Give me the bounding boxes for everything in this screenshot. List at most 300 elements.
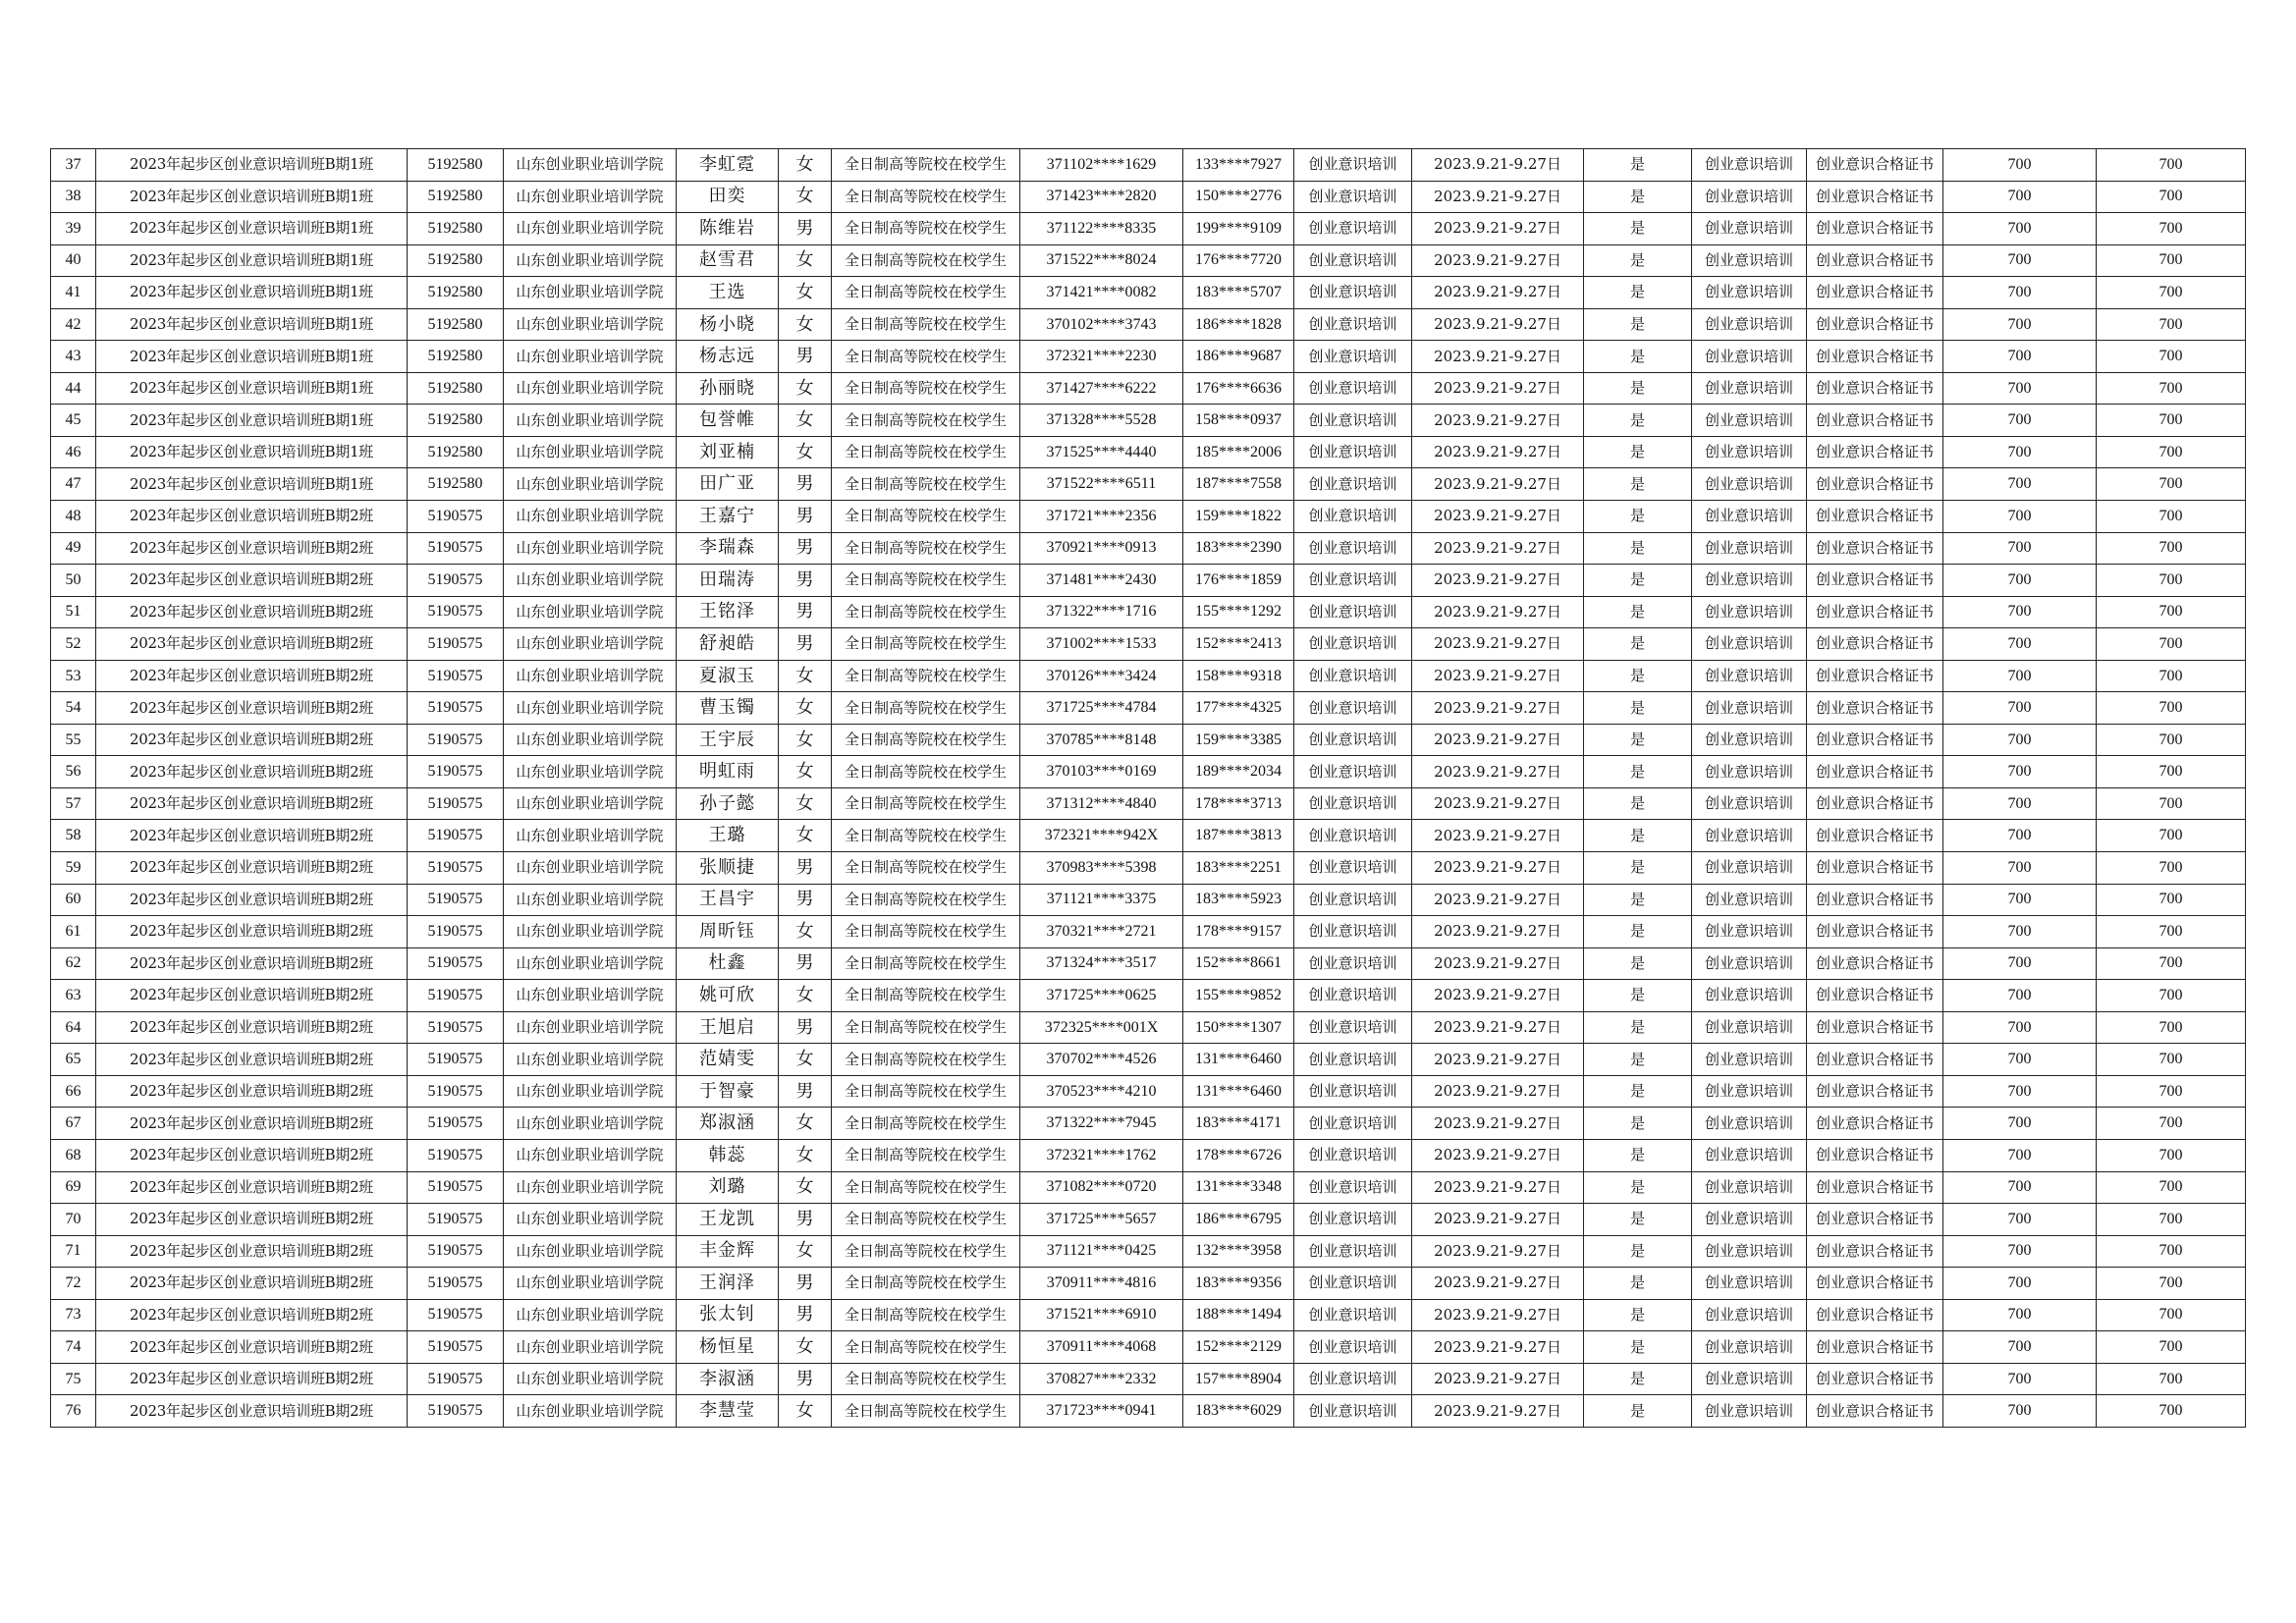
phone-cell: 152****2413: [1183, 628, 1294, 661]
training-dates-cell: 2023.9.21-9.27日: [1412, 1363, 1584, 1395]
completed-cell: 是: [1584, 884, 1692, 916]
subsidy-amount-cell: 700: [2097, 1395, 2246, 1428]
training-type-cell: 创业意识培训: [1294, 532, 1412, 565]
completed-cell: 是: [1584, 341, 1692, 373]
category-cell: 全日制高等院校在校学生: [832, 1139, 1020, 1171]
subsidy-amount-cell: 700: [2097, 372, 2246, 405]
phone-cell: 177****4325: [1183, 692, 1294, 725]
subsidy-standard-cell: 700: [1943, 436, 2097, 468]
row-number: 51: [51, 596, 96, 628]
id-number-cell: 371721****2356: [1020, 501, 1183, 533]
table-row: [51, 1075, 2246, 1108]
subsidy-amount-cell: 700: [2097, 532, 2246, 565]
subsidy-standard-cell: 700: [1943, 1108, 2097, 1140]
phone-cell: 155****1292: [1183, 596, 1294, 628]
subject-cell: 创业意识培训: [1692, 1011, 1807, 1044]
school-cell: 山东创业职业培训学院: [504, 1331, 677, 1364]
training-dates-cell: 2023.9.21-9.27日: [1412, 405, 1584, 437]
training-type-cell: 创业意识培训: [1294, 1299, 1412, 1331]
training-type-cell: 创业意识培训: [1294, 1044, 1412, 1076]
table-row: [51, 1044, 2246, 1076]
phone-cell: 158****0937: [1183, 405, 1294, 437]
training-dates-cell: 2023.9.21-9.27日: [1412, 1204, 1584, 1236]
subject-cell: 创业意识培训: [1692, 1171, 1807, 1204]
subject-cell: 创业意识培训: [1692, 1139, 1807, 1171]
row-number: 46: [51, 436, 96, 468]
training-type-cell: 创业意识培训: [1294, 724, 1412, 756]
category-cell: 全日制高等院校在校学生: [832, 1011, 1020, 1044]
subsidy-standard-cell: 700: [1943, 1171, 2097, 1204]
training-type-cell: 创业意识培训: [1294, 405, 1412, 437]
training-type-cell: 创业意识培训: [1294, 1204, 1412, 1236]
training-type-cell: 创业意识培训: [1294, 1268, 1412, 1300]
category-cell: 全日制高等院校在校学生: [832, 213, 1020, 245]
subsidy-amount-cell: 700: [2097, 1139, 2246, 1171]
training-dates-cell: 2023.9.21-9.27日: [1412, 692, 1584, 725]
id-number-cell: 371121****0425: [1020, 1235, 1183, 1268]
certificate-cell: 创业意识合格证书: [1807, 1204, 1943, 1236]
certificate-cell: 创业意识合格证书: [1807, 1044, 1943, 1076]
training-type-cell: 创业意识培训: [1294, 1171, 1412, 1204]
school-cell: 山东创业职业培训学院: [504, 724, 677, 756]
category-cell: 全日制高等院校在校学生: [832, 372, 1020, 405]
class-name-cell: 2023年起步区创业意识培训班B期2班: [96, 980, 408, 1012]
training-roster-table: [50, 148, 2246, 1428]
row-number: 48: [51, 501, 96, 533]
class-code-cell: 5192580: [408, 436, 504, 468]
class-code-cell: 5192580: [408, 244, 504, 277]
gender-cell: 女: [779, 181, 832, 213]
certificate-cell: 创业意识合格证书: [1807, 628, 1943, 661]
student-name-cell: 王嘉宁: [677, 501, 779, 533]
id-number-cell: 370523****4210: [1020, 1075, 1183, 1108]
id-number-cell: 370126****3424: [1020, 660, 1183, 692]
subsidy-amount-cell: 700: [2097, 1235, 2246, 1268]
class-name-cell: 2023年起步区创业意识培训班B期2班: [96, 756, 408, 788]
category-cell: 全日制高等院校在校学生: [832, 308, 1020, 341]
school-cell: 山东创业职业培训学院: [504, 149, 677, 182]
id-number-cell: 371725****0625: [1020, 980, 1183, 1012]
training-dates-cell: 2023.9.21-9.27日: [1412, 1235, 1584, 1268]
class-name-cell: 2023年起步区创业意识培训班B期2班: [96, 947, 408, 980]
training-dates-cell: 2023.9.21-9.27日: [1412, 308, 1584, 341]
class-code-cell: 5192580: [408, 277, 504, 309]
student-name-cell: 李瑞森: [677, 532, 779, 565]
category-cell: 全日制高等院校在校学生: [832, 149, 1020, 182]
class-name-cell: 2023年起步区创业意识培训班B期2班: [96, 532, 408, 565]
id-number-cell: 371723****0941: [1020, 1395, 1183, 1428]
school-cell: 山东创业职业培训学院: [504, 916, 677, 948]
subsidy-standard-cell: 700: [1943, 213, 2097, 245]
class-code-cell: 5192580: [408, 468, 504, 501]
subsidy-amount-cell: 700: [2097, 468, 2246, 501]
subsidy-amount-cell: 700: [2097, 308, 2246, 341]
gender-cell: 男: [779, 468, 832, 501]
subsidy-amount-cell: 700: [2097, 980, 2246, 1012]
row-number: 64: [51, 1011, 96, 1044]
student-name-cell: 王昌宇: [677, 884, 779, 916]
id-number-cell: 371525****4440: [1020, 436, 1183, 468]
training-type-cell: 创业意识培训: [1294, 947, 1412, 980]
class-code-cell: 5190575: [408, 724, 504, 756]
phone-cell: 131****6460: [1183, 1044, 1294, 1076]
class-code-cell: 5190575: [408, 628, 504, 661]
row-number: 68: [51, 1139, 96, 1171]
training-dates-cell: 2023.9.21-9.27日: [1412, 787, 1584, 820]
subsidy-standard-cell: 700: [1943, 628, 2097, 661]
class-name-cell: 2023年起步区创业意识培训班B期2班: [96, 660, 408, 692]
subsidy-standard-cell: 700: [1943, 1268, 2097, 1300]
gender-cell: 女: [779, 787, 832, 820]
training-dates-cell: 2023.9.21-9.27日: [1412, 756, 1584, 788]
table-row: [51, 1171, 2246, 1204]
row-number: 54: [51, 692, 96, 725]
category-cell: 全日制高等院校在校学生: [832, 1075, 1020, 1108]
phone-cell: 186****9687: [1183, 341, 1294, 373]
training-type-cell: 创业意识培训: [1294, 884, 1412, 916]
table-row: [51, 787, 2246, 820]
phone-cell: 159****3385: [1183, 724, 1294, 756]
student-name-cell: 刘璐: [677, 1171, 779, 1204]
row-number: 62: [51, 947, 96, 980]
row-number: 45: [51, 405, 96, 437]
subject-cell: 创业意识培训: [1692, 1331, 1807, 1364]
certificate-cell: 创业意识合格证书: [1807, 244, 1943, 277]
subsidy-standard-cell: 700: [1943, 756, 2097, 788]
gender-cell: 男: [779, 852, 832, 885]
category-cell: 全日制高等院校在校学生: [832, 724, 1020, 756]
school-cell: 山东创业职业培训学院: [504, 1075, 677, 1108]
school-cell: 山东创业职业培训学院: [504, 341, 677, 373]
category-cell: 全日制高等院校在校学生: [832, 947, 1020, 980]
subsidy-amount-cell: 700: [2097, 1011, 2246, 1044]
class-code-cell: 5192580: [408, 341, 504, 373]
training-type-cell: 创业意识培训: [1294, 820, 1412, 852]
completed-cell: 是: [1584, 1299, 1692, 1331]
student-name-cell: 王铭泽: [677, 596, 779, 628]
category-cell: 全日制高等院校在校学生: [832, 1044, 1020, 1076]
student-name-cell: 王龙凯: [677, 1204, 779, 1236]
subsidy-standard-cell: 700: [1943, 372, 2097, 405]
certificate-cell: 创业意识合格证书: [1807, 1268, 1943, 1300]
row-number: 40: [51, 244, 96, 277]
certificate-cell: 创业意识合格证书: [1807, 724, 1943, 756]
row-number: 73: [51, 1299, 96, 1331]
class-code-cell: 5190575: [408, 787, 504, 820]
training-type-cell: 创业意识培训: [1294, 916, 1412, 948]
gender-cell: 男: [779, 1204, 832, 1236]
completed-cell: 是: [1584, 724, 1692, 756]
table-row: [51, 1331, 2246, 1364]
row-number: 67: [51, 1108, 96, 1140]
table-row: [51, 372, 2246, 405]
class-name-cell: 2023年起步区创业意识培训班B期2班: [96, 884, 408, 916]
subsidy-amount-cell: 700: [2097, 596, 2246, 628]
student-name-cell: 杨志远: [677, 341, 779, 373]
gender-cell: 男: [779, 596, 832, 628]
certificate-cell: 创业意识合格证书: [1807, 1139, 1943, 1171]
table-row: [51, 692, 2246, 725]
class-name-cell: 2023年起步区创业意识培训班B期2班: [96, 1331, 408, 1364]
student-name-cell: 王旭启: [677, 1011, 779, 1044]
id-number-cell: 371423****2820: [1020, 181, 1183, 213]
completed-cell: 是: [1584, 1204, 1692, 1236]
subsidy-standard-cell: 700: [1943, 884, 2097, 916]
id-number-cell: 371322****1716: [1020, 596, 1183, 628]
table-row: [51, 1235, 2246, 1268]
training-dates-cell: 2023.9.21-9.27日: [1412, 980, 1584, 1012]
row-number: 71: [51, 1235, 96, 1268]
class-code-cell: 5190575: [408, 1299, 504, 1331]
id-number-cell: 372325****001X: [1020, 1011, 1183, 1044]
phone-cell: 150****2776: [1183, 181, 1294, 213]
table-row: [51, 947, 2246, 980]
category-cell: 全日制高等院校在校学生: [832, 628, 1020, 661]
completed-cell: 是: [1584, 308, 1692, 341]
training-type-cell: 创业意识培训: [1294, 1075, 1412, 1108]
completed-cell: 是: [1584, 468, 1692, 501]
class-code-cell: 5190575: [408, 692, 504, 725]
training-dates-cell: 2023.9.21-9.27日: [1412, 852, 1584, 885]
category-cell: 全日制高等院校在校学生: [832, 1235, 1020, 1268]
subsidy-standard-cell: 700: [1943, 1011, 2097, 1044]
table-row: [51, 852, 2246, 885]
class-code-cell: 5190575: [408, 980, 504, 1012]
class-code-cell: 5190575: [408, 1268, 504, 1300]
completed-cell: 是: [1584, 405, 1692, 437]
subsidy-standard-cell: 700: [1943, 405, 2097, 437]
id-number-cell: 370103****0169: [1020, 756, 1183, 788]
subsidy-amount-cell: 700: [2097, 916, 2246, 948]
certificate-cell: 创业意识合格证书: [1807, 947, 1943, 980]
subsidy-amount-cell: 700: [2097, 1171, 2246, 1204]
subsidy-amount-cell: 700: [2097, 181, 2246, 213]
subsidy-standard-cell: 700: [1943, 468, 2097, 501]
row-number: 60: [51, 884, 96, 916]
row-number: 56: [51, 756, 96, 788]
class-name-cell: 2023年起步区创业意识培训班B期1班: [96, 149, 408, 182]
certificate-cell: 创业意识合格证书: [1807, 596, 1943, 628]
completed-cell: 是: [1584, 692, 1692, 725]
student-name-cell: 韩蕊: [677, 1139, 779, 1171]
training-dates-cell: 2023.9.21-9.27日: [1412, 596, 1584, 628]
school-cell: 山东创业职业培训学院: [504, 756, 677, 788]
training-dates-cell: 2023.9.21-9.27日: [1412, 532, 1584, 565]
phone-cell: 183****4171: [1183, 1108, 1294, 1140]
training-dates-cell: 2023.9.21-9.27日: [1412, 1395, 1584, 1428]
student-name-cell: 包誉帷: [677, 405, 779, 437]
subsidy-standard-cell: 700: [1943, 916, 2097, 948]
gender-cell: 女: [779, 724, 832, 756]
subject-cell: 创业意识培训: [1692, 980, 1807, 1012]
certificate-cell: 创业意识合格证书: [1807, 884, 1943, 916]
row-number: 38: [51, 181, 96, 213]
subject-cell: 创业意识培训: [1692, 1299, 1807, 1331]
student-name-cell: 杜鑫: [677, 947, 779, 980]
certificate-cell: 创业意识合格证书: [1807, 1011, 1943, 1044]
completed-cell: 是: [1584, 1011, 1692, 1044]
id-number-cell: 371481****2430: [1020, 565, 1183, 597]
gender-cell: 女: [779, 405, 832, 437]
table-row: [51, 149, 2246, 182]
id-number-cell: 371082****0720: [1020, 1171, 1183, 1204]
subsidy-amount-cell: 700: [2097, 947, 2246, 980]
certificate-cell: 创业意识合格证书: [1807, 916, 1943, 948]
certificate-cell: 创业意识合格证书: [1807, 436, 1943, 468]
certificate-cell: 创业意识合格证书: [1807, 852, 1943, 885]
student-name-cell: 王选: [677, 277, 779, 309]
category-cell: 全日制高等院校在校学生: [832, 181, 1020, 213]
category-cell: 全日制高等院校在校学生: [832, 405, 1020, 437]
completed-cell: 是: [1584, 1108, 1692, 1140]
phone-cell: 199****9109: [1183, 213, 1294, 245]
row-number: 66: [51, 1075, 96, 1108]
subsidy-amount-cell: 700: [2097, 213, 2246, 245]
category-cell: 全日制高等院校在校学生: [832, 341, 1020, 373]
id-number-cell: 370921****0913: [1020, 532, 1183, 565]
class-name-cell: 2023年起步区创业意识培训班B期1班: [96, 181, 408, 213]
class-code-cell: 5190575: [408, 1011, 504, 1044]
subject-cell: 创业意识培训: [1692, 468, 1807, 501]
class-name-cell: 2023年起步区创业意识培训班B期2班: [96, 692, 408, 725]
phone-cell: 187****7558: [1183, 468, 1294, 501]
category-cell: 全日制高等院校在校学生: [832, 436, 1020, 468]
completed-cell: 是: [1584, 756, 1692, 788]
class-name-cell: 2023年起步区创业意识培训班B期2班: [96, 1075, 408, 1108]
class-code-cell: 5190575: [408, 1108, 504, 1140]
school-cell: 山东创业职业培训学院: [504, 372, 677, 405]
school-cell: 山东创业职业培训学院: [504, 1108, 677, 1140]
training-type-cell: 创业意识培训: [1294, 756, 1412, 788]
student-name-cell: 王宇辰: [677, 724, 779, 756]
school-cell: 山东创业职业培训学院: [504, 468, 677, 501]
certificate-cell: 创业意识合格证书: [1807, 1075, 1943, 1108]
training-type-cell: 创业意识培训: [1294, 692, 1412, 725]
subsidy-amount-cell: 700: [2097, 1299, 2246, 1331]
class-code-cell: 5190575: [408, 756, 504, 788]
training-type-cell: 创业意识培训: [1294, 787, 1412, 820]
id-number-cell: 371522****8024: [1020, 244, 1183, 277]
category-cell: 全日制高等院校在校学生: [832, 916, 1020, 948]
subsidy-amount-cell: 700: [2097, 436, 2246, 468]
completed-cell: 是: [1584, 1268, 1692, 1300]
row-number: 52: [51, 628, 96, 661]
completed-cell: 是: [1584, 501, 1692, 533]
subsidy-standard-cell: 700: [1943, 1331, 2097, 1364]
category-cell: 全日制高等院校在校学生: [832, 1268, 1020, 1300]
training-type-cell: 创业意识培训: [1294, 308, 1412, 341]
id-number-cell: 370911****4068: [1020, 1331, 1183, 1364]
class-name-cell: 2023年起步区创业意识培训班B期1班: [96, 341, 408, 373]
training-type-cell: 创业意识培训: [1294, 1011, 1412, 1044]
school-cell: 山东创业职业培训学院: [504, 436, 677, 468]
subject-cell: 创业意识培训: [1692, 565, 1807, 597]
phone-cell: 133****7927: [1183, 149, 1294, 182]
category-cell: 全日制高等院校在校学生: [832, 787, 1020, 820]
training-type-cell: 创业意识培训: [1294, 852, 1412, 885]
subject-cell: 创业意识培训: [1692, 149, 1807, 182]
subsidy-standard-cell: 700: [1943, 820, 2097, 852]
category-cell: 全日制高等院校在校学生: [832, 1363, 1020, 1395]
training-dates-cell: 2023.9.21-9.27日: [1412, 372, 1584, 405]
subject-cell: 创业意识培训: [1692, 1204, 1807, 1236]
phone-cell: 150****1307: [1183, 1011, 1294, 1044]
subsidy-amount-cell: 700: [2097, 884, 2246, 916]
completed-cell: 是: [1584, 532, 1692, 565]
training-dates-cell: 2023.9.21-9.27日: [1412, 565, 1584, 597]
subsidy-amount-cell: 700: [2097, 405, 2246, 437]
student-name-cell: 刘亚楠: [677, 436, 779, 468]
completed-cell: 是: [1584, 1171, 1692, 1204]
certificate-cell: 创业意识合格证书: [1807, 1235, 1943, 1268]
class-name-cell: 2023年起步区创业意识培训班B期2班: [96, 1108, 408, 1140]
training-dates-cell: 2023.9.21-9.27日: [1412, 1139, 1584, 1171]
subsidy-standard-cell: 700: [1943, 1139, 2097, 1171]
phone-cell: 188****1494: [1183, 1299, 1294, 1331]
class-name-cell: 2023年起步区创业意识培训班B期1班: [96, 308, 408, 341]
training-dates-cell: 2023.9.21-9.27日: [1412, 1331, 1584, 1364]
table-row: [51, 436, 2246, 468]
student-name-cell: 曹玉镯: [677, 692, 779, 725]
completed-cell: 是: [1584, 1075, 1692, 1108]
subject-cell: 创业意识培训: [1692, 244, 1807, 277]
student-name-cell: 郑淑涵: [677, 1108, 779, 1140]
training-type-cell: 创业意识培训: [1294, 1331, 1412, 1364]
completed-cell: 是: [1584, 596, 1692, 628]
subsidy-standard-cell: 700: [1943, 724, 2097, 756]
subsidy-amount-cell: 700: [2097, 756, 2246, 788]
school-cell: 山东创业职业培训学院: [504, 852, 677, 885]
category-cell: 全日制高等院校在校学生: [832, 852, 1020, 885]
subject-cell: 创业意识培训: [1692, 1363, 1807, 1395]
phone-cell: 183****5707: [1183, 277, 1294, 309]
completed-cell: 是: [1584, 372, 1692, 405]
training-dates-cell: 2023.9.21-9.27日: [1412, 1171, 1584, 1204]
subsidy-standard-cell: 700: [1943, 596, 2097, 628]
table-row: [51, 756, 2246, 788]
subsidy-standard-cell: 700: [1943, 277, 2097, 309]
phone-cell: 183****6029: [1183, 1395, 1294, 1428]
training-type-cell: 创业意识培训: [1294, 1139, 1412, 1171]
school-cell: 山东创业职业培训学院: [504, 277, 677, 309]
training-type-cell: 创业意识培训: [1294, 565, 1412, 597]
row-number: 50: [51, 565, 96, 597]
gender-cell: 男: [779, 1363, 832, 1395]
school-cell: 山东创业职业培训学院: [504, 1139, 677, 1171]
training-type-cell: 创业意识培训: [1294, 468, 1412, 501]
gender-cell: 男: [779, 341, 832, 373]
training-dates-cell: 2023.9.21-9.27日: [1412, 1299, 1584, 1331]
class-name-cell: 2023年起步区创业意识培训班B期2班: [96, 1171, 408, 1204]
row-number: 53: [51, 660, 96, 692]
student-name-cell: 田广亚: [677, 468, 779, 501]
subsidy-amount-cell: 700: [2097, 787, 2246, 820]
student-name-cell: 夏淑玉: [677, 660, 779, 692]
subsidy-amount-cell: 700: [2097, 149, 2246, 182]
gender-cell: 女: [779, 660, 832, 692]
certificate-cell: 创业意识合格证书: [1807, 149, 1943, 182]
gender-cell: 女: [779, 820, 832, 852]
completed-cell: 是: [1584, 916, 1692, 948]
class-code-cell: 5192580: [408, 213, 504, 245]
training-dates-cell: 2023.9.21-9.27日: [1412, 149, 1584, 182]
class-code-cell: 5190575: [408, 820, 504, 852]
school-cell: 山东创业职业培训学院: [504, 181, 677, 213]
class-name-cell: 2023年起步区创业意识培训班B期1班: [96, 213, 408, 245]
subsidy-amount-cell: 700: [2097, 820, 2246, 852]
class-name-cell: 2023年起步区创业意识培训班B期2班: [96, 1011, 408, 1044]
certificate-cell: 创业意识合格证书: [1807, 372, 1943, 405]
